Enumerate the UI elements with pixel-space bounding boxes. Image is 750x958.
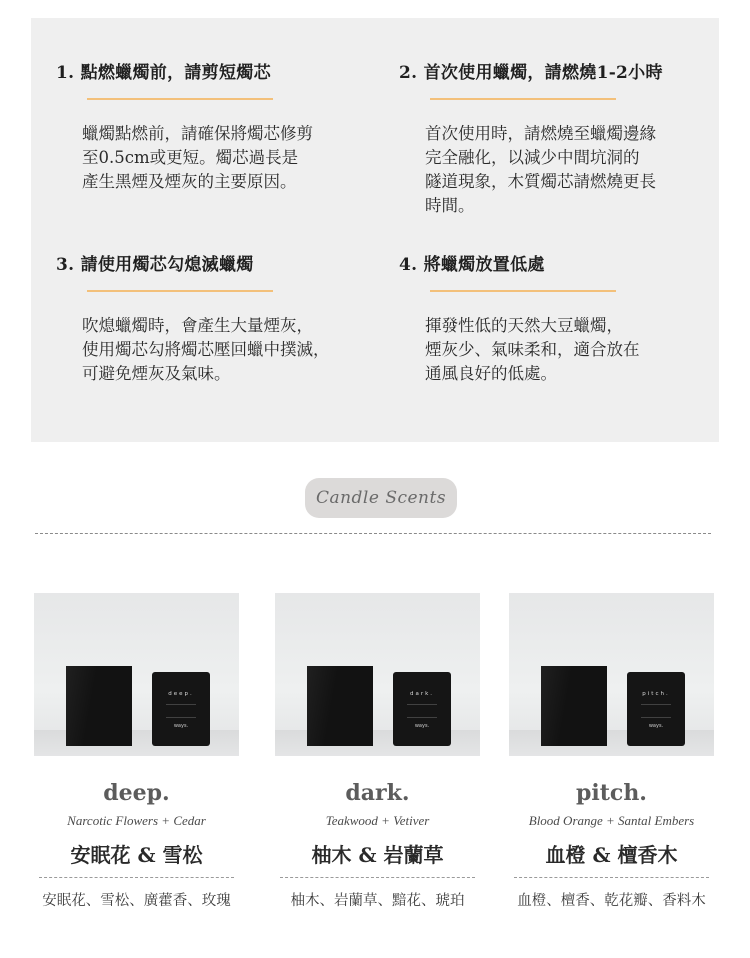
product-english-scent: Teakwood + Vetiver: [325, 813, 430, 828]
jar-text-block: [407, 704, 437, 718]
product-notes: 安眠花、雪松、廣藿香、玫瑰: [42, 893, 231, 909]
product-notes: 柚木、岩蘭草、黯花、琥珀: [290, 893, 465, 909]
product-photo: [275, 593, 480, 756]
candle-box: [66, 666, 132, 746]
product-divider: [39, 877, 234, 878]
jar-text-block: [166, 704, 196, 718]
tip-divider: [87, 290, 273, 292]
jar-logo: ways.: [648, 723, 664, 729]
candle-box: [307, 666, 373, 746]
jar-label: pitch.: [642, 691, 670, 697]
tip-divider: [430, 98, 616, 100]
product-english-scent: Blood Orange + Santal Embers: [528, 813, 695, 828]
product-card-pitch[interactable]: [509, 593, 714, 909]
tip-title: 4. 將蠟燭放置低處: [399, 255, 545, 275]
product-photo: [509, 593, 714, 756]
product-chinese-scent: 血橙 & 檀香木: [545, 843, 678, 867]
section-divider: [35, 533, 711, 534]
tip-title: 1. 點燃蠟燭前，請剪短燭芯: [56, 63, 271, 83]
section-badge-label: Candle Scents: [315, 488, 447, 508]
jar-logo: ways.: [414, 723, 430, 729]
tip-body: 蠟燭點燃前，請確保將燭芯修剪 至0.5cm或更短。燭芯過長是 產生黑煙及煙灰的主要原因。: [82, 124, 313, 191]
tip-extinguish: [56, 250, 254, 275]
candle-jar: [152, 672, 210, 746]
tip-body: 揮發性低的天然大豆蠟燭， 煙灰少、氣味柔和，適合放在 通風良好的低處。: [425, 316, 640, 383]
product-name: dark.: [345, 780, 410, 806]
tip-title: 3. 請使用燭芯勾熄滅蠟燭: [56, 255, 254, 275]
tip-placement: [399, 250, 545, 275]
tip-first-burn: [399, 58, 663, 83]
product-chinese-scent: 柚木 & 岩蘭草: [311, 843, 444, 867]
product-divider: [280, 877, 475, 878]
candle-care-tips-panel: [31, 18, 719, 442]
section-badge: [305, 478, 457, 518]
product-notes: 血橙、檀香、乾花瓣、香料木: [517, 893, 706, 909]
product-divider: [514, 877, 709, 878]
jar-label: deep.: [168, 691, 194, 697]
product-card-dark[interactable]: [275, 593, 480, 909]
jar-logo: ways.: [173, 723, 189, 729]
candle-box: [541, 666, 607, 746]
product-photo: [34, 593, 239, 756]
product-name: pitch.: [576, 780, 647, 806]
jar-text-block: [641, 704, 671, 718]
tip-body: 吹熄蠟燭時，會產生大量煙灰， 使用燭芯勾將燭芯壓回蠟中撲滅， 可避免煙灰及氣味。: [82, 316, 330, 383]
candle-jar: [627, 672, 685, 746]
tip-title: 2. 首次使用蠟燭，請燃燒1-2小時: [399, 63, 663, 83]
tip-divider: [87, 98, 273, 100]
product-card-deep[interactable]: [34, 593, 239, 909]
jar-label: dark.: [409, 691, 435, 697]
product-name: deep.: [103, 780, 170, 806]
product-chinese-scent: 安眠花 & 雪松: [70, 843, 203, 867]
tip-body: 首次使用時，請燃燒至蠟燭邊緣 完全融化，以減少中間坑洞的 隧道現象，木質燭芯請燃燒更長 時間。: [425, 124, 656, 215]
tip-divider: [430, 290, 616, 292]
candle-jar: [393, 672, 451, 746]
product-english-scent: Narcotic Flowers + Cedar: [67, 813, 206, 828]
tip-trim-wick: [56, 58, 271, 83]
